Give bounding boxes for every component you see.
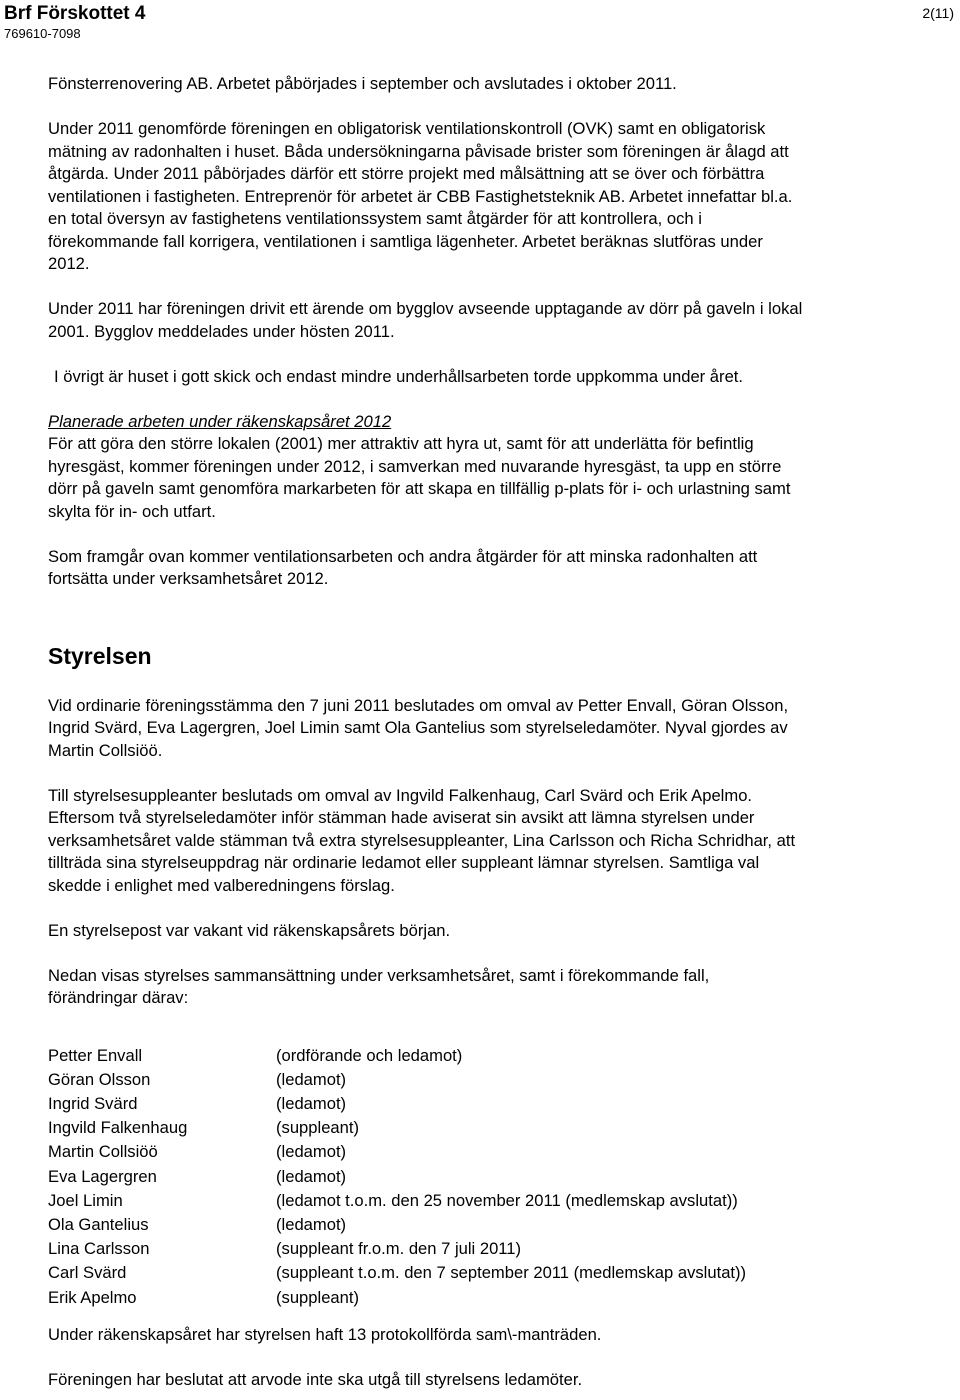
paragraph-window-renovation [48,73,958,96]
text-line: en total översyn av fastighetens ventilationssystem samt åtgärder för att kontrollera, och i [48,209,702,228]
text-line: Som framgår ovan kommer ventilationsarbeten och andra åtgärder för att minska radonhalten att [48,546,758,566]
member-role: (ledamot) [276,1166,347,1186]
text-line: Till styrelsesuppleanter beslutads om omval av Ingvild Falkenhaug, Carl Svärd och Erik Apelmo. [48,785,753,805]
organization-number: 769610-7098 [4,26,81,41]
member-name: Joel Limin [48,1190,123,1210]
member-name: Erik Apelmo [48,1287,137,1307]
text-line: hyresgäst, kommer föreningen under 2012, i samverkan med nuvarande hyresgäst, ta upp en större [48,456,782,476]
member-row [48,1092,958,1116]
text-line: tillträda sina styrelseuppdrag när ordinarie ledamot eller suppleant lämnar styrelsen. Samtliga val [48,853,760,872]
paragraph-substitutes [48,785,958,898]
member-name: Göran Olsson [48,1069,151,1089]
section-planned-works [48,411,958,524]
text-line: Under 2011 genomförde föreningen en obligatorisk ventilationskontroll (OVK) samt en obligatorisk [48,119,766,138]
text-line: förekommande fall korrigera, ventilationen i samtliga lägenheter. Arbetet beräknas slutföras under [48,231,763,251]
text-line: mätning av radonhalten i huset. Båda undersökningarna påvisade brister som föreningen är ålagd att [48,141,789,161]
text-line: Ingrid Svärd, Eva Lagergren, Joel Limin samt Ola Gantelius som styrelseledamöter. Nyval gjordes av [48,718,788,737]
member-role: (ledamot) [276,1214,347,1234]
text-line: Eftersom två styrelseledamöter inför stämman hade aviserat sin avsikt att lämna styrelsen under [48,808,755,827]
member-row [48,1213,958,1237]
member-role: (ledamot t.o.m. den 25 november 2011 (medlemskap avslutat)) [276,1190,738,1210]
text-line: skedde i enlighet med valberedningens förslag. [48,875,395,895]
text-line: verksamhetsåret valde stämman två extra styrelsesuppleanter, Lina Carlsson och Richa Schridhar, att [48,830,796,850]
association-name: Brf Förskottet 4 [4,3,146,24]
text-line: Fönsterrenovering AB. Arbetet påbörjades i september och avslutades i oktober 2011. [48,74,677,93]
member-row [48,1044,958,1068]
text-line: För att göra den större lokalen (2001) mer attraktiv att hyra ut, samt för att underlätta för befintlig [48,434,754,453]
text-line: skylta för in- och utfart. [48,501,216,521]
member-role: (ledamot) [276,1142,347,1162]
member-role: (ledamot) [276,1093,347,1113]
member-role: (suppleant) [276,1118,360,1138]
member-row [48,1286,958,1310]
paragraph-composition-intro [48,965,958,1010]
member-role: (suppleant fr.o.m. den 7 juli 2011) [276,1239,522,1259]
text-line: fortsätta under verksamhetsåret 2012. [48,569,329,588]
member-row [48,1237,958,1261]
member-role: (ordförande och ledamot) [276,1045,463,1065]
member-row [48,1140,958,1164]
text-line: Under räkenskapsåret har styrelsen haft 13 protokollförda sam\-manträden. [48,1324,602,1344]
member-name: Ola Gantelius [48,1214,149,1234]
planned-works-heading: Planerade arbeten under räkenskapsåret 2012 [48,411,392,431]
text-line: Föreningen har beslutat att arvode inte ska utgå till styrelsens ledamöter. [48,1369,583,1389]
text-line: 2001. Bygglov meddelades under hösten 2011. [48,321,395,341]
member-row [48,1261,958,1285]
paragraph-building-permit [48,298,958,343]
text-line: ventilationen i fastigheten. Entreprenör för arbetet är CBB Fastighetsteknik AB. Arbetet innefattar bl.a. [48,186,793,206]
paragraph-building-condition [48,366,958,389]
member-name: Petter Envall [48,1045,143,1065]
member-role: (suppleant) [276,1287,360,1307]
member-row [48,1116,958,1140]
text-line: En styrelsepost var vakant vid räkenskapsårets början. [48,920,451,940]
member-name: Carl Svärd [48,1263,127,1283]
member-role: (ledamot) [276,1069,347,1089]
member-name: Martin Collsiöö [48,1142,158,1162]
member-row [48,1165,958,1189]
paragraph-board-meetings [48,1324,958,1347]
member-row [48,1068,958,1092]
member-role: (suppleant t.o.m. den 7 september 2011 (medlemskap avslutat)) [276,1263,747,1283]
paragraph-annual-meeting [48,695,958,763]
board-heading: Styrelsen [48,642,152,669]
paragraph-ventilation [48,118,958,276]
member-name: Eva Lagergren [48,1166,157,1186]
paragraph-board-fees [48,1369,958,1392]
member-name: Ingrid Svärd [48,1093,138,1113]
text-line: Nedan visas styrelses sammansättning under verksamhetsåret, samt i förekommande fall, [48,965,710,985]
member-name: Lina Carlsson [48,1239,150,1259]
text-line: I övrigt är huset i gott skick och endast mindre underhållsarbeten torde uppkomma under året. [54,366,744,386]
paragraph-continued-works [48,546,958,591]
paragraph-vacant-seat [48,920,958,943]
text-line: Vid ordinarie föreningsstämma den 7 juni 2011 beslutades om omval av Petter Envall, Göran Olsson, [48,695,789,715]
member-name: Ingvild Falkenhaug [48,1118,188,1138]
text-line: dörr på gaveln samt genomföra markarbeten för att skapa en tillfällig p-plats för i- och urlastning samt [48,479,791,498]
text-line: 2012. [48,254,90,273]
document-body [48,73,958,1391]
text-line: Martin Collsiöö. [48,740,163,760]
text-line: åtgärda. Under 2011 påbörjades därför ett större projekt med målsättning att se över och förbättra [48,164,765,183]
text-line: förändringar därav: [48,988,189,1007]
board-member-list [48,1044,958,1310]
page-indicator: 2(11) [922,5,954,21]
text-line: Under 2011 har föreningen drivit ett ärende om bygglov avseende upptagande av dörr på gaveln i lokal [48,299,803,318]
member-row [48,1189,958,1213]
